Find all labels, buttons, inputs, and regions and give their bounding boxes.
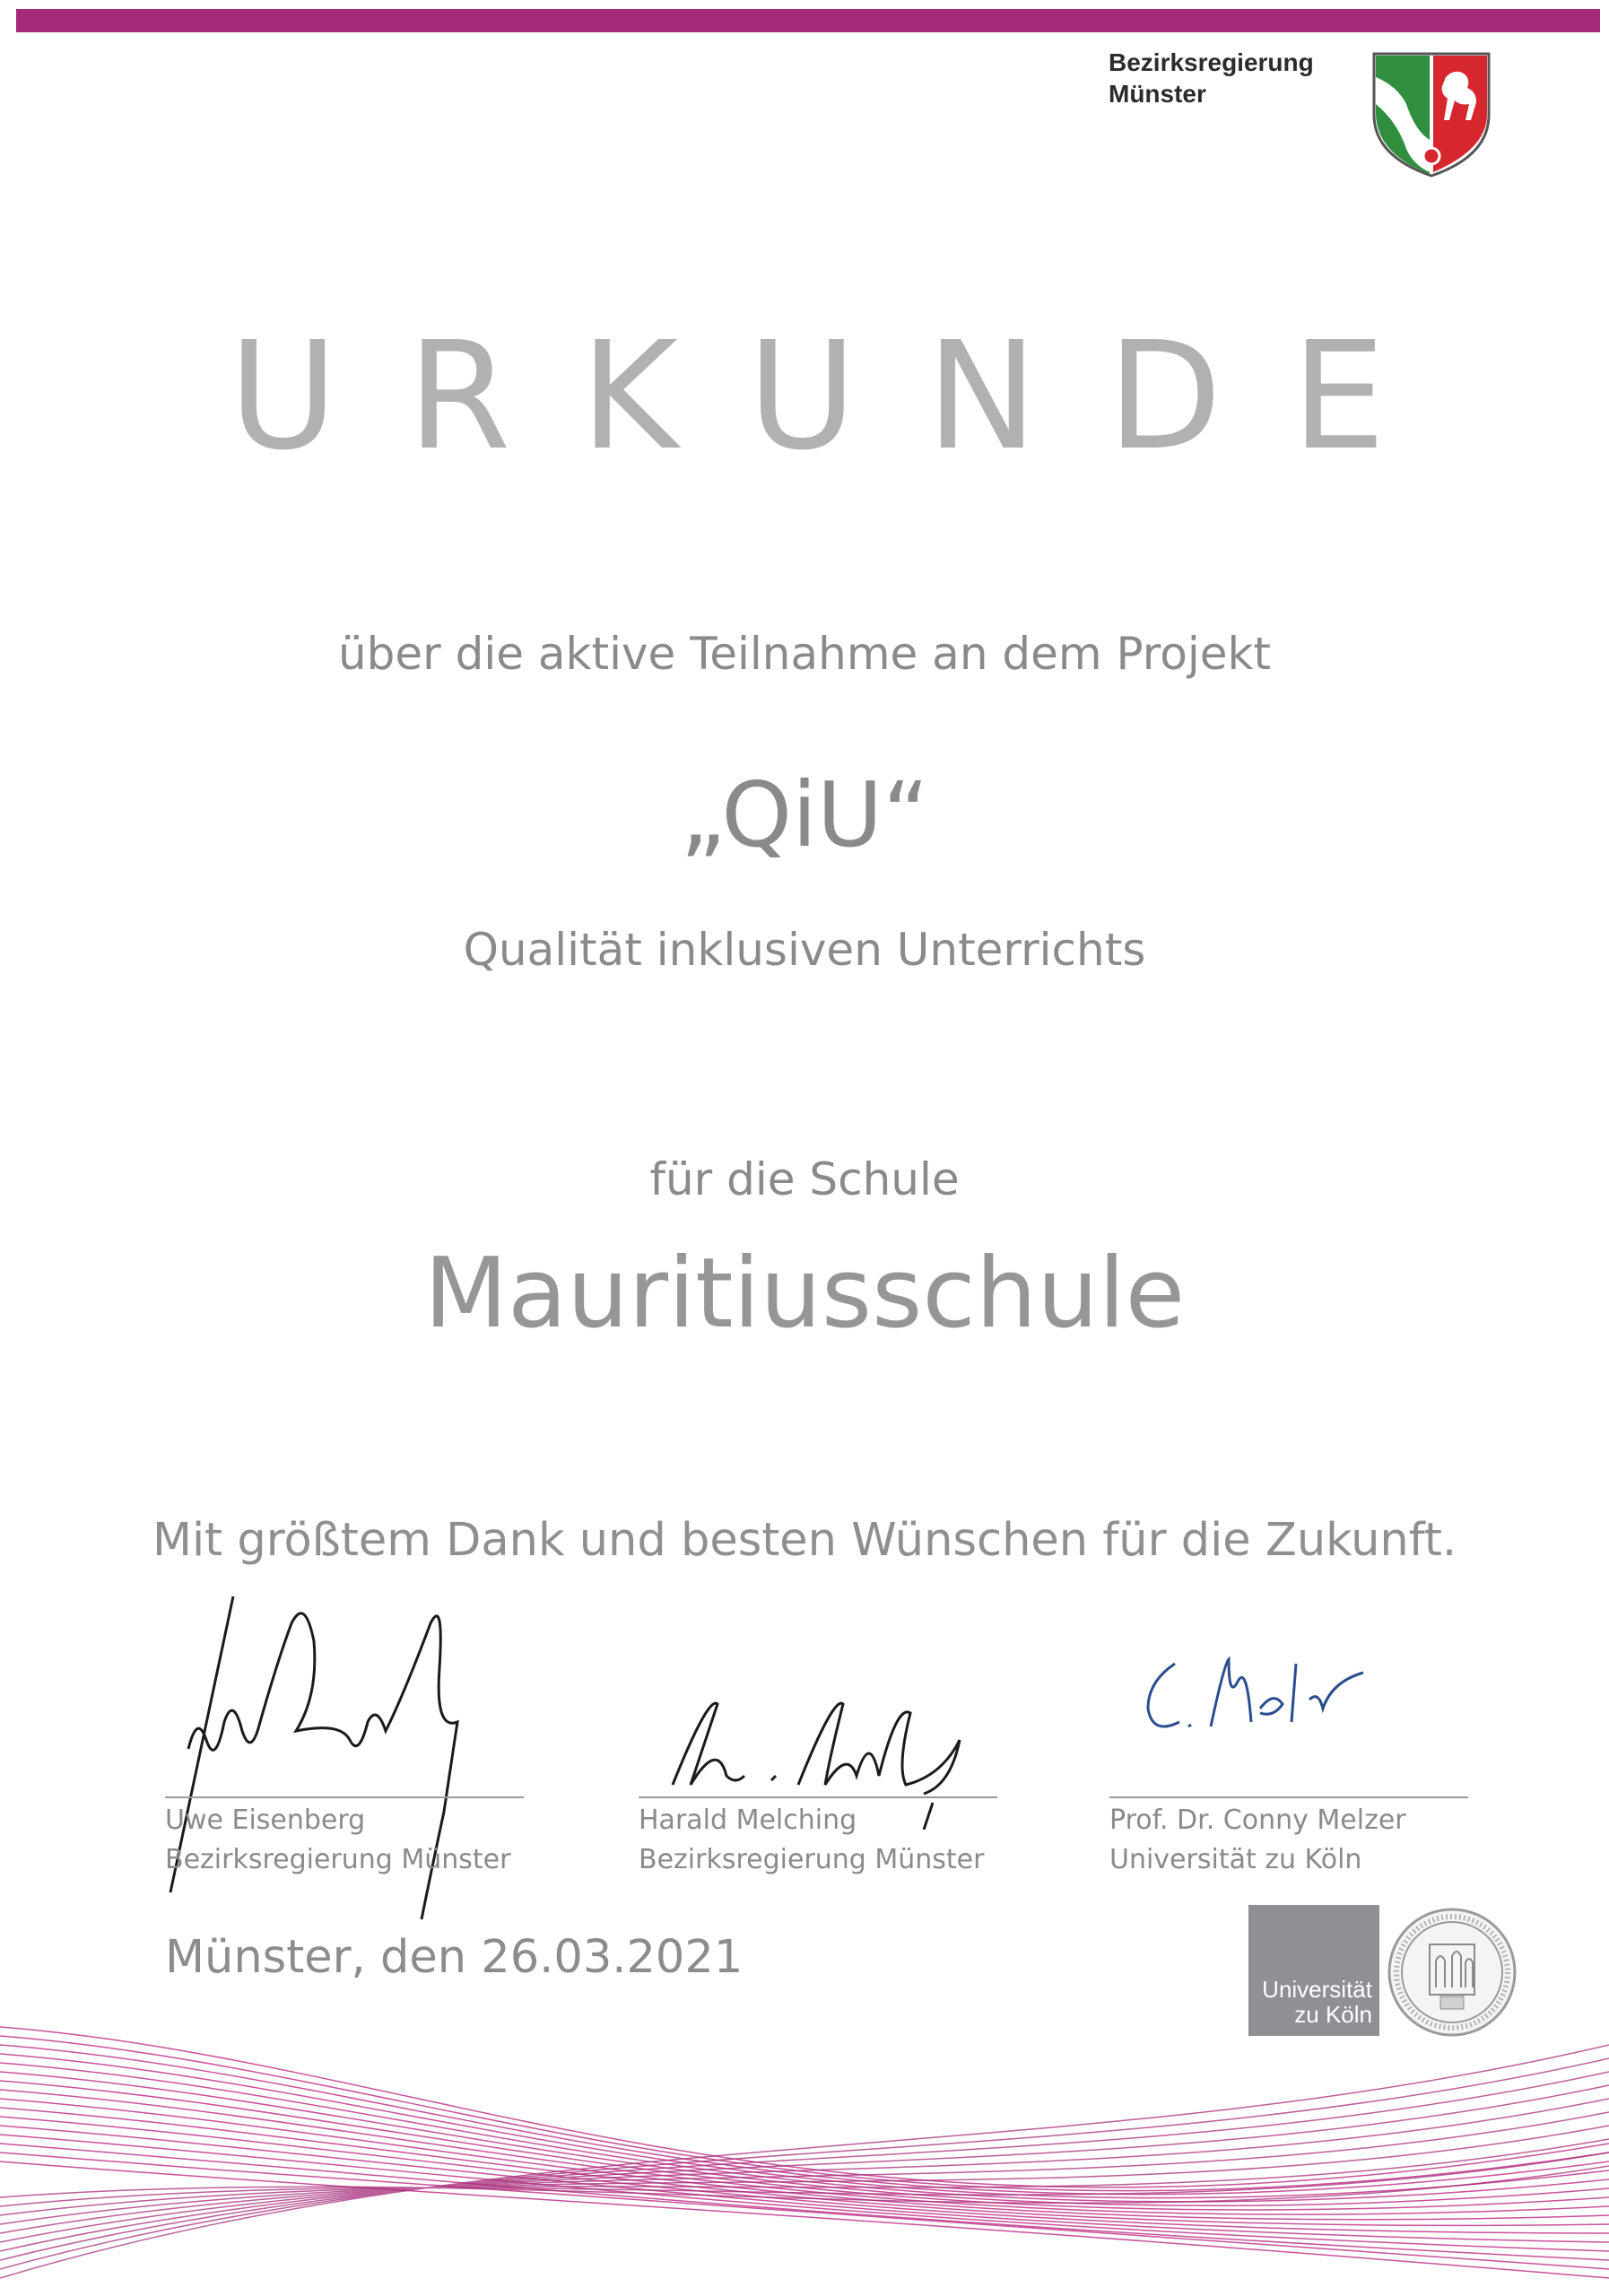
university-logo-line-1: Universität: [1262, 1976, 1372, 2003]
nrw-coat-of-arms-icon: [1370, 50, 1492, 179]
signature-melzer: [1139, 1646, 1372, 1744]
project-name: „QiU“: [680, 762, 929, 867]
title-letter: U: [229, 310, 338, 483]
school-intro: für die Schule: [649, 1153, 960, 1205]
project-full-name: Qualität inklusiven Unterrichts: [463, 924, 1146, 976]
signatory-1: [165, 1801, 510, 1880]
title-letter: E: [1292, 310, 1386, 483]
thanks-message: Mit größtem Dank und besten Wünschen für die Zukunft.: [152, 1514, 1457, 1567]
signatory-organization: Universität zu Köln: [1109, 1844, 1362, 1875]
title-letter: R: [407, 310, 511, 483]
participation-intro: über die aktive Teilnahme an dem Projekt: [337, 628, 1272, 680]
title-letter: D: [1107, 310, 1222, 483]
title-letter: K: [580, 310, 678, 483]
signatory-name: Prof. Dr. Conny Melzer: [1109, 1805, 1406, 1836]
signatory-name: Harald Melching: [639, 1805, 857, 1836]
decorative-wave-lines: [0, 2009, 1609, 2296]
authority-line-1: Bezirksregierung: [1109, 48, 1314, 76]
signatory-organization: Bezirksregierung Münster: [639, 1844, 985, 1875]
university-logo-line-2: zu Köln: [1294, 2001, 1372, 2028]
certificate-title: [229, 310, 1386, 483]
signature-line-2: [639, 1796, 997, 1798]
place-and-date: Münster, den 26.03.2021: [165, 1931, 744, 1984]
authority-line-2: Münster: [1109, 80, 1206, 108]
top-accent-bar: [16, 9, 1600, 32]
title-letter: N: [926, 310, 1038, 483]
signatory-organization: Bezirksregierung Münster: [165, 1844, 511, 1875]
signatory-2: [639, 1801, 984, 1880]
signature-line-3: [1109, 1796, 1468, 1798]
school-name: Mauritiusschule: [423, 1238, 1186, 1350]
issuing-authority: [1109, 47, 1314, 109]
signatory-3: [1109, 1801, 1406, 1880]
signatory-name: Uwe Eisenberg: [165, 1805, 366, 1836]
signature-line-1: [165, 1796, 524, 1798]
title-letter: U: [747, 310, 857, 483]
